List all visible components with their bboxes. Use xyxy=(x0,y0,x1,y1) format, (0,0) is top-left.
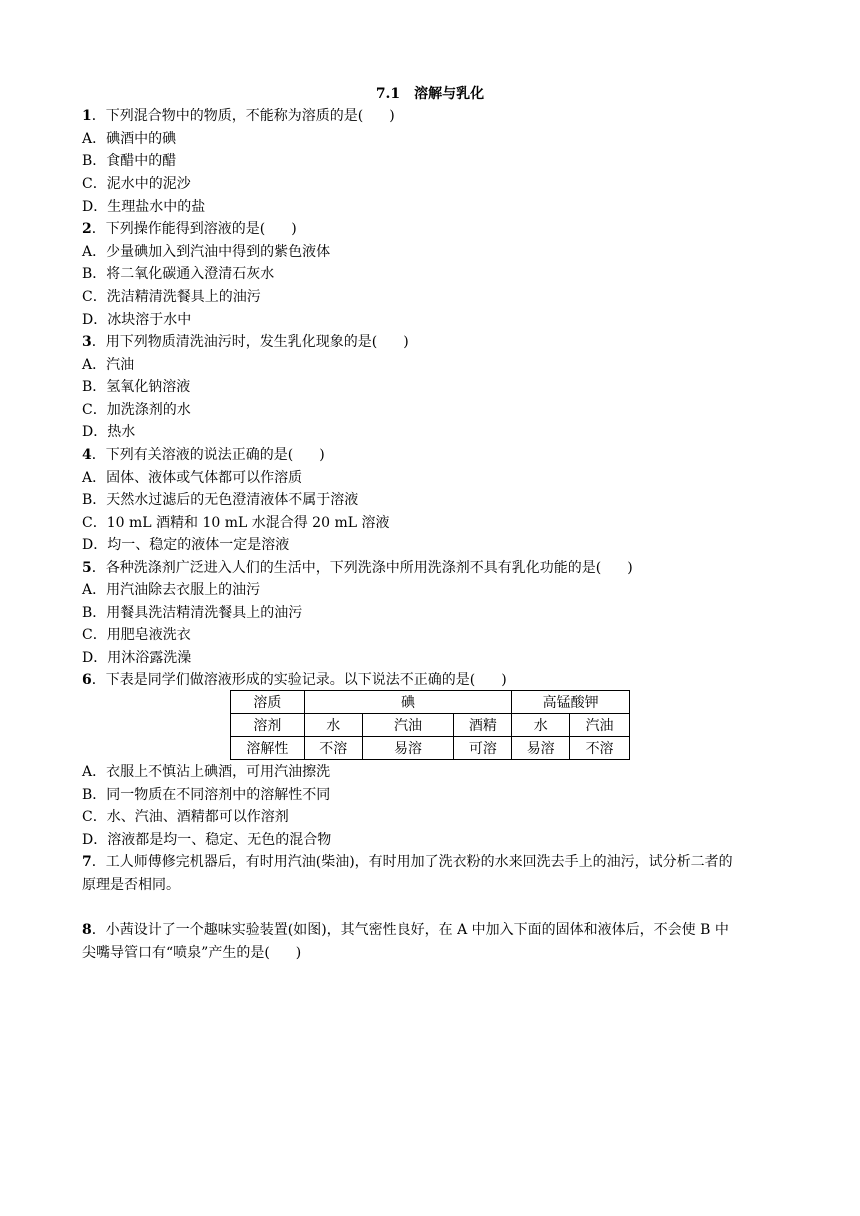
question-text-end: ) xyxy=(291,221,297,237)
table-cell: 水 xyxy=(512,714,570,737)
question-text: ．各种洗涤剂广泛进入人们的生活中，下列洗涤中所用洗涤剂不具有乳化功能的是( xyxy=(91,560,602,576)
question-number: 5 xyxy=(82,560,92,576)
table-cell: 易溶 xyxy=(512,737,570,760)
question-text: ．下列混合物中的物质，不能称为溶质的是( xyxy=(91,108,364,124)
option: C．加洗涤剂的水 xyxy=(82,402,191,418)
option: C．10 mL 酒精和 10 mL 水混合得 20 mL 溶液 xyxy=(82,515,390,531)
option: A．衣服上不慎沾上碘酒，可用汽油擦洗 xyxy=(82,764,331,780)
option: C．用肥皂液洗衣 xyxy=(82,627,191,643)
table-cell: 碘 xyxy=(304,691,511,714)
question-8-continuation xyxy=(82,943,782,963)
option: D．用沐浴露洗澡 xyxy=(82,650,192,666)
table-header-cell: 溶剂 xyxy=(231,714,305,737)
question-1-stem xyxy=(82,106,782,126)
question-text-end: ) xyxy=(389,108,395,124)
table-row xyxy=(231,737,630,760)
question-text: ．小茜设计了一个趣味实验装置(如图)，其气密性良好，在 A 中加入下面的固体和液体后，不会使 B 中 xyxy=(91,922,729,938)
option: D．溶液都是均一、稳定、无色的混合物 xyxy=(82,832,332,848)
option: B．将二氧化碳通入澄清石灰水 xyxy=(82,266,275,282)
option: A．少量碘加入到汽油中得到的紫色液体 xyxy=(82,244,331,260)
table-cell: 汽油 xyxy=(362,714,454,737)
table-cell: 高锰酸钾 xyxy=(512,691,630,714)
table-cell: 可溶 xyxy=(454,737,512,760)
question-number: 6 xyxy=(82,672,92,688)
table-cell: 汽油 xyxy=(570,714,630,737)
question-4-stem xyxy=(82,445,782,465)
question-text: ．用下列物质清洗油污时，发生乳化现象的是( xyxy=(91,334,378,350)
option: B．同一物质在不同溶剂中的溶解性不同 xyxy=(82,787,331,803)
question-text-end: ) xyxy=(403,334,409,350)
option: D．冰块溶于水中 xyxy=(82,312,192,328)
question-number: 2 xyxy=(82,221,92,237)
table-cell: 酒精 xyxy=(454,714,512,737)
table-cell: 不溶 xyxy=(570,737,630,760)
option: C．泥水中的泥沙 xyxy=(82,176,191,192)
question-text: 尖嘴导管口有“喷泉”产生的是( xyxy=(82,945,270,961)
question-number: 3 xyxy=(82,334,92,350)
question-text: ．工人师傅修完机器后，有时用汽油(柴油)，有时用加了洗衣粉的水来回洗去手上的油污，试分析二者的 xyxy=(91,854,733,870)
question-8-stem xyxy=(82,920,782,940)
table-cell: 水 xyxy=(304,714,362,737)
option: C．洗洁精清洗餐具上的油污 xyxy=(82,289,261,305)
option: B．天然水过滤后的无色澄清液体不属于溶液 xyxy=(82,492,359,508)
question-7-continuation: 原理是否相同。 xyxy=(82,877,180,893)
question-number: 1 xyxy=(82,108,92,124)
question-text: ．下列操作能得到溶液的是( xyxy=(91,221,266,237)
option: D．热水 xyxy=(82,424,136,440)
solubility-table xyxy=(230,690,630,760)
option: A．碘酒中的碘 xyxy=(82,131,177,147)
question-text: ．下表是同学们做溶液形成的实验记录。以下说法不正确的是( xyxy=(91,672,476,688)
question-text-end: ) xyxy=(295,945,302,961)
table-cell: 不溶 xyxy=(304,737,362,760)
question-number: 8 xyxy=(82,922,92,938)
question-text-end: ) xyxy=(319,447,325,463)
table-row xyxy=(231,714,630,737)
question-6-stem xyxy=(82,670,782,690)
table-header-cell: 溶解性 xyxy=(231,737,305,760)
question-7-stem xyxy=(82,852,782,872)
question-text: ．下列有关溶液的说法正确的是( xyxy=(91,447,294,463)
question-5-stem xyxy=(82,558,782,578)
page-title: 7.1 溶解与乳化 xyxy=(375,86,485,102)
option: A．固体、液体或气体都可以作溶质 xyxy=(82,470,303,486)
option: A．汽油 xyxy=(82,357,135,373)
question-number: 4 xyxy=(82,447,92,463)
option: D．生理盐水中的盐 xyxy=(82,199,206,215)
option: B．食醋中的醋 xyxy=(82,153,177,169)
option: C．水、汽油、酒精都可以作溶剂 xyxy=(82,809,289,825)
question-text-end: ) xyxy=(627,560,633,576)
question-text-end: ) xyxy=(501,672,507,688)
option: A．用汽油除去衣服上的油污 xyxy=(82,582,261,598)
question-number: 7 xyxy=(82,854,92,870)
option: B．用餐具洗洁精清洗餐具上的油污 xyxy=(82,605,303,621)
question-3-stem xyxy=(82,332,782,352)
table-header-cell: 溶质 xyxy=(231,691,305,714)
table-row xyxy=(231,691,630,714)
table-cell: 易溶 xyxy=(362,737,454,760)
option: B．氢氧化钠溶液 xyxy=(82,379,191,395)
option: D．均一、稳定的液体一定是溶液 xyxy=(82,537,290,553)
question-2-stem xyxy=(82,219,782,239)
